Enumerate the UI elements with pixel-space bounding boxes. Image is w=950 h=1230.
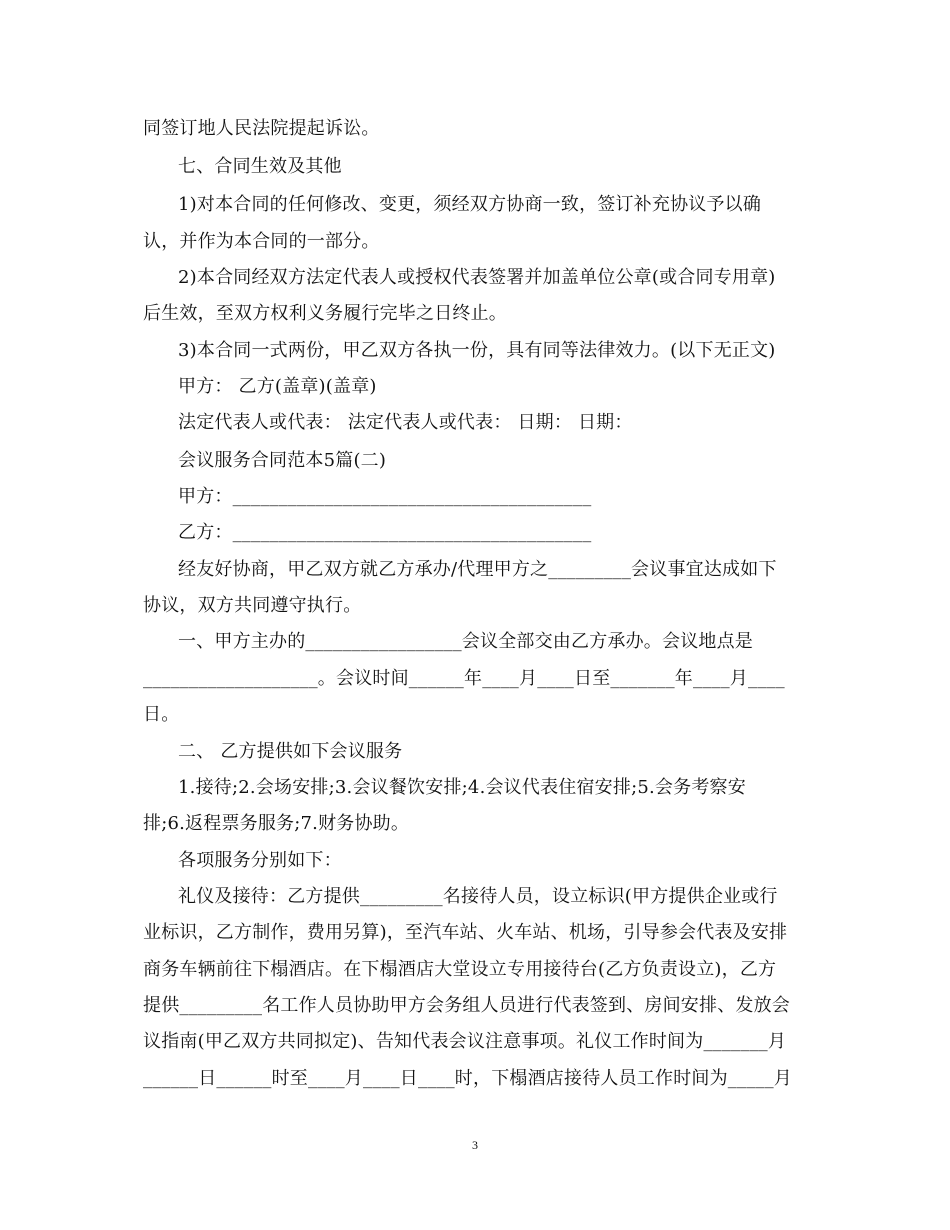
text-line: 各项服务分别如下： xyxy=(178,850,342,871)
text-line: 议指南(甲乙双方共同拟定)、告知代表会议注意事项。礼仪工作时间为_______月 xyxy=(143,1031,787,1052)
party-b-line: 乙方：_______________________________________ xyxy=(178,522,592,543)
text-line: 后生效，至双方权利义务履行完毕之日终止。 xyxy=(143,303,507,324)
text-line: ______日______时至____月____日____时，下榻酒店接待人员工作时间为_____月 xyxy=(143,1068,792,1089)
text-line: 业标识，乙方制作，费用另算)，至汽车站、火车站、机场，引导参会代表及安排 xyxy=(143,922,788,943)
section-heading: 二、 乙方提供如下会议服务 xyxy=(178,741,403,762)
text-line: 1)对本合同的任何修改、变更，须经双方协商一致，签订补充协议予以确 xyxy=(178,194,762,215)
text-line: 协议，双方共同遵守执行。 xyxy=(143,595,362,616)
signature-line: 甲方： 乙方(盖章)(盖章) xyxy=(178,376,377,397)
page-number: 3 xyxy=(472,1138,478,1152)
signature-line: 法定代表人或代表： 法定代表人或代表： 日期： 日期： xyxy=(178,412,633,433)
text-line: 日。 xyxy=(143,704,180,725)
text-line: ___________________。会议时间______年____月____日至_______年____月____ xyxy=(143,668,785,689)
section-heading: 七、合同生效及其他 xyxy=(178,156,342,177)
text-line: 一、甲方主办的_________________会议全部交由乙方承办。会议地点是 xyxy=(178,631,753,652)
text-line: 1.接待;2.会场安排;3.会议餐饮安排;4.会议代表住宿安排;5.会务考察安 xyxy=(178,777,746,798)
text-line: 排;6.返程票务服务;7.财务协助。 xyxy=(143,813,410,834)
text-line: 认，并作为本合同的一部分。 xyxy=(143,231,380,252)
party-a-line: 甲方：_______________________________________ xyxy=(178,486,592,507)
text-line: 经友好协商，甲乙双方就乙方承办/代理甲方之_________会议事宜达成如下 xyxy=(178,559,777,580)
text-line: 2)本合同经双方法定代表人或授权代表签署并加盖单位公章(或合同专用章) xyxy=(178,267,776,288)
text-line: 礼仪及接待：乙方提供_________名接待人员，设立标识(甲方提供企业或行 xyxy=(178,886,778,907)
document-title: 会议服务合同范本5篇(二) xyxy=(178,450,387,471)
text-line: 商务车辆前往下榻酒店。在下榻酒店大堂设立专用接待台(乙方负责设立)，乙方 xyxy=(143,959,777,980)
text-line: 提供_________名工作人员协助甲方会务组人员进行代表签到、房间安排、发放会 xyxy=(143,995,790,1016)
text-line: 3)本合同一式两份，甲乙双方各执一份，具有同等法律效力。(以下无正文) xyxy=(178,340,776,361)
text-line: 同签订地人民法院提起诉讼。 xyxy=(143,118,380,139)
